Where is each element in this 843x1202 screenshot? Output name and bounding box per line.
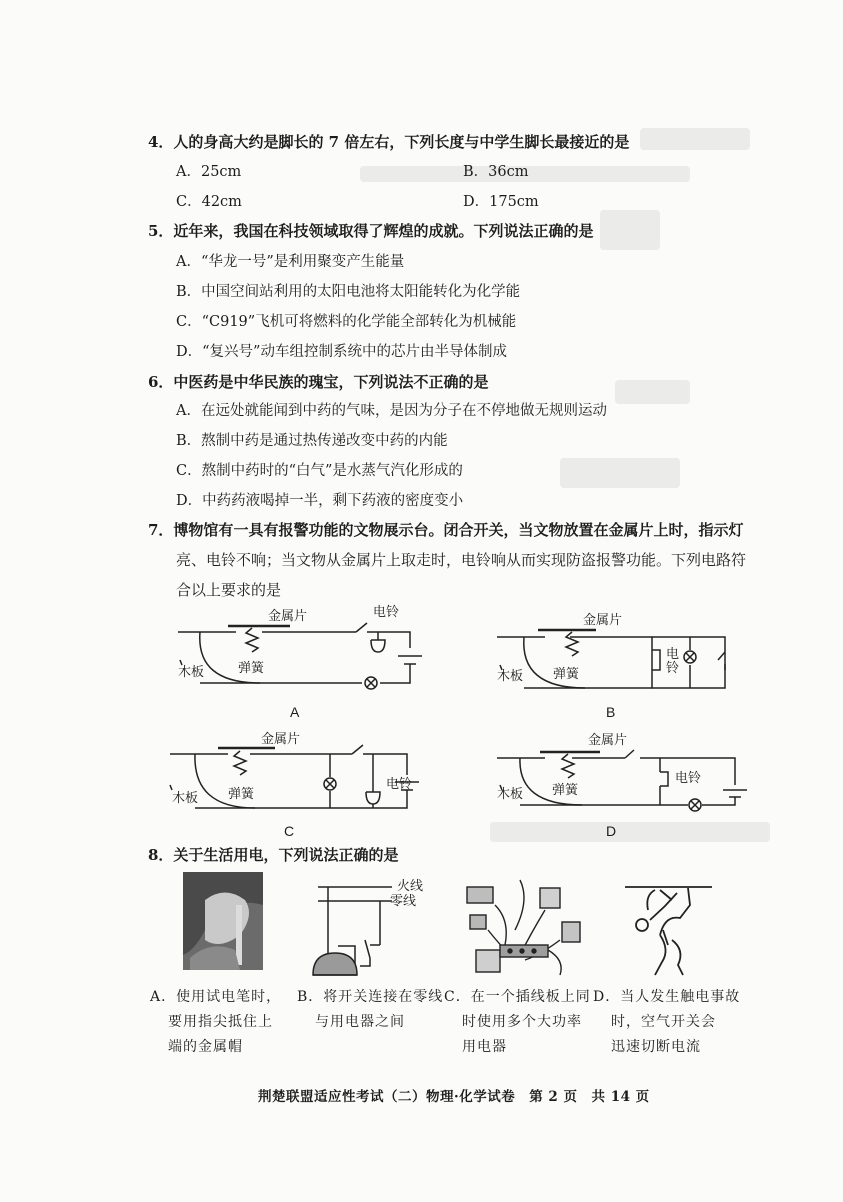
circuit-a-metal-label: 金属片 bbox=[268, 609, 308, 624]
circuit-b-spring-label: 弹簧 bbox=[553, 667, 580, 682]
q8-caption-a bbox=[150, 985, 281, 1060]
circuit-d-bell-label: 电铃 bbox=[675, 771, 702, 786]
circuit-b-bell-label-2: 铃 bbox=[666, 661, 680, 676]
circuit-c-bell-label: 电铃 bbox=[386, 777, 413, 792]
question-5-option-c: C．“C919”飞机可将燃料的化学能全部转化为机械能 bbox=[176, 314, 517, 330]
question-5-option-b: B．中国空间站利用的太阳电池将太阳能转化为化学能 bbox=[176, 284, 521, 300]
q8-caption-a-line-1: A．使用试电笔时， bbox=[150, 989, 282, 1005]
circuit-d-metal-label: 金属片 bbox=[588, 733, 628, 748]
question-6-option-c: C．熬制中药时的“白气”是水蒸气汽化形成的 bbox=[176, 463, 463, 479]
q8-caption-d-line-2: 时，空气开关会 bbox=[611, 1014, 716, 1030]
circuit-c-board-label: 木板 bbox=[172, 791, 199, 806]
q8-caption-d bbox=[593, 985, 740, 1060]
circuit-d-spring-label: 弹簧 bbox=[552, 783, 579, 798]
circuit-d-letter: D bbox=[606, 823, 617, 839]
question-4-option-d: D．175cm bbox=[463, 194, 539, 210]
q8-caption-d-line-1: D．当人发生触电事故 bbox=[593, 989, 741, 1005]
q8-caption-c-line-2: 时使用多个大功率 bbox=[462, 1014, 582, 1030]
question-6-option-a: A．在远处就能闻到中药的气味，是因为分子在不停地做无规则运动 bbox=[176, 403, 607, 419]
circuit-b-bell-label-1: 电 bbox=[666, 647, 680, 662]
circuit-a-letter: A bbox=[290, 704, 300, 720]
question-7-stem-line-3: 合以上要求的是 bbox=[176, 581, 282, 599]
live-wire-label: 火线 bbox=[397, 879, 424, 894]
question-4-option-c: C．42cm bbox=[176, 194, 242, 210]
q8-caption-c-line-1: C．在一个插线板上同 bbox=[444, 989, 591, 1005]
q8-caption-c bbox=[444, 985, 591, 1060]
q8-caption-b-line-1: B．将开关连接在零线 bbox=[297, 989, 444, 1005]
q8-caption-a-line-3: 端的金属帽 bbox=[168, 1039, 243, 1055]
q8-caption-d-line-3: 迅速切断电流 bbox=[611, 1039, 701, 1055]
circuit-b-board-label: 木板 bbox=[497, 669, 524, 684]
circuit-c-spring-label: 弹簧 bbox=[228, 787, 255, 802]
circuit-c-metal-label: 金属片 bbox=[261, 732, 301, 747]
q8-caption-c-line-3: 用电器 bbox=[462, 1039, 507, 1055]
circuit-d-board-label: 木板 bbox=[497, 787, 524, 802]
question-7-stem-line-1: 7．博物馆有一具有报警功能的文物展示台。闭合开关，当文物放置在金属片上时，指示灯 bbox=[148, 521, 744, 539]
question-6-option-b: B．熬制中药是通过热传递改变中药的内能 bbox=[176, 433, 448, 449]
circuit-b-letter: B bbox=[606, 704, 616, 720]
circuit-b-metal-label: 金属片 bbox=[583, 613, 623, 628]
question-4-option-b: B．36cm bbox=[463, 164, 529, 180]
circuit-c-letter: C bbox=[284, 823, 295, 839]
neutral-wire-label: 零线 bbox=[390, 894, 417, 909]
q8-caption-b-line-2: 与用电器之间 bbox=[315, 1014, 405, 1030]
question-5-option-d: D．“复兴号”动车组控制系统中的芯片由半导体制成 bbox=[176, 344, 507, 360]
question-8-stem: 8．关于生活用电，下列说法正确的是 bbox=[148, 846, 399, 864]
question-5-stem: 5．近年来，我国在科技领域取得了辉煌的成就。下列说法正确的是 bbox=[148, 222, 594, 240]
question-6-option-d: D．中药药液喝掉一半，剩下药液的密度变小 bbox=[176, 493, 464, 509]
page-footer: 荆楚联盟适应性考试（二）物理·化学试卷 第 2 页 共 14 页 bbox=[258, 1089, 650, 1105]
question-4-option-a: A．25cm bbox=[176, 164, 242, 180]
question-5-option-a: A．“华龙一号”是利用聚变产生能量 bbox=[176, 254, 405, 270]
circuit-a-bell-label: 电铃 bbox=[373, 605, 400, 620]
q8-caption-b bbox=[297, 985, 443, 1035]
circuit-a-spring-label: 弹簧 bbox=[238, 661, 265, 676]
circuit-a-board-label: 木板 bbox=[178, 665, 205, 680]
question-6-stem: 6．中医药是中华民族的瑰宝，下列说法不正确的是 bbox=[148, 373, 489, 391]
question-4-stem: 4．人的身高大约是脚长的 7 倍左右，下列长度与中学生脚长最接近的是 bbox=[148, 133, 630, 151]
question-7-stem-line-2: 亮、电铃不响；当文物从金属片上取走时，电铃响从而实现防盗报警功能。下列电路符 bbox=[176, 551, 747, 569]
q8-caption-a-line-2: 要用指尖抵住上 bbox=[168, 1014, 273, 1030]
